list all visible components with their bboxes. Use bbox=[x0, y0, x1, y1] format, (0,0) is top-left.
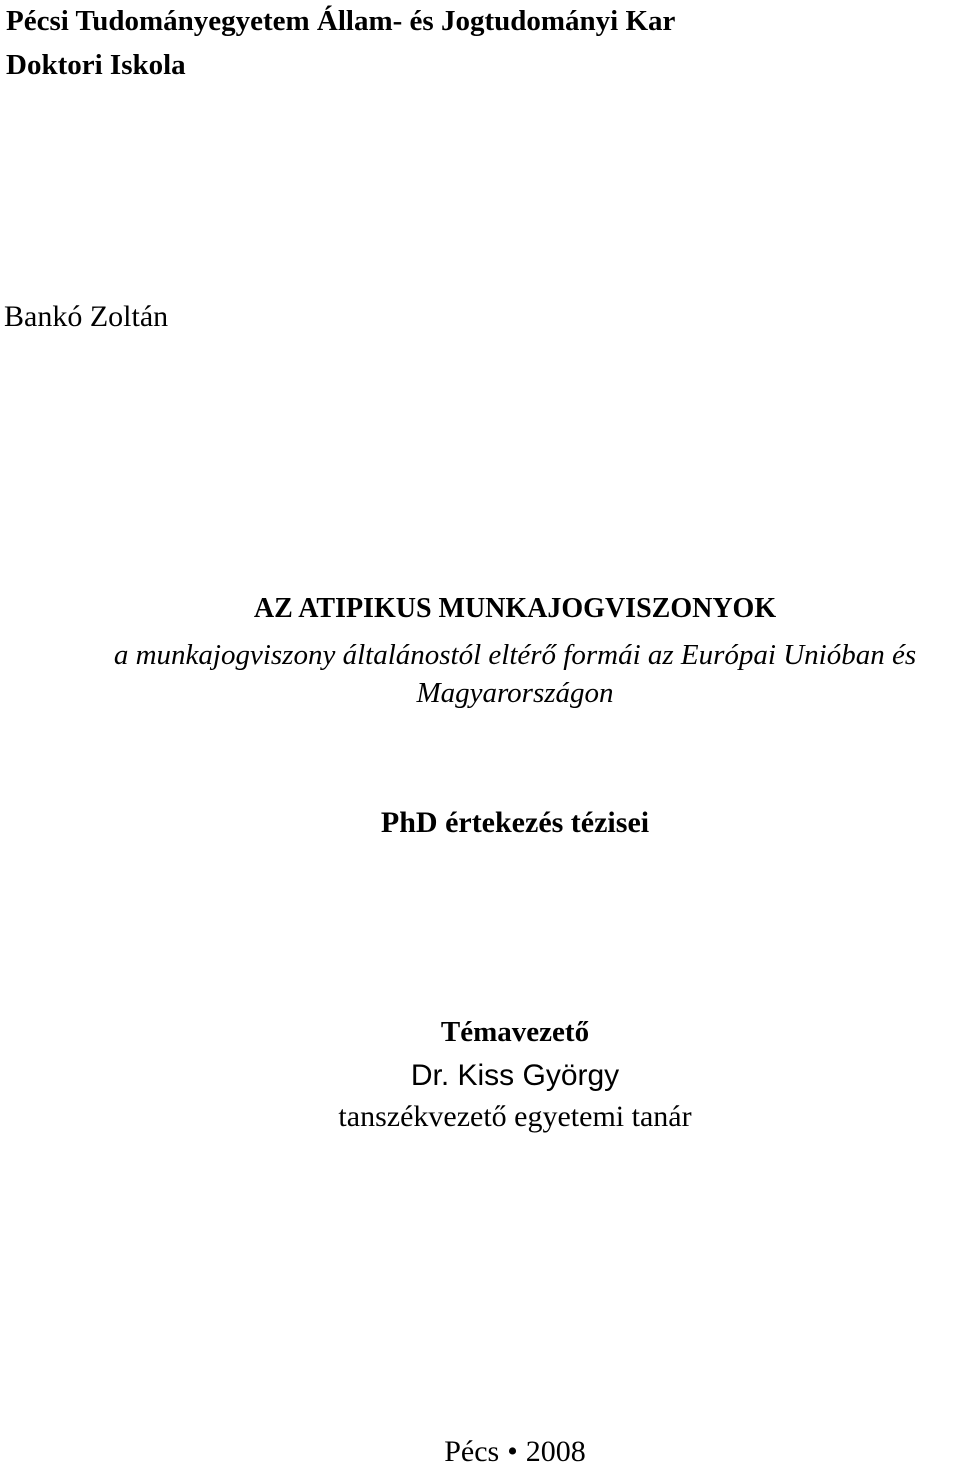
thesis-title: AZ ATIPIKUS MUNKAJOGVISZONYOK bbox=[253, 593, 777, 624]
supervisor-position: tanszékvezető egyetemi tanár bbox=[338, 1100, 692, 1133]
supervisor-name: Dr. Kiss György bbox=[410, 1059, 620, 1092]
place-and-year bbox=[0, 1433, 960, 1471]
thesis-subtitle-line-1: a munkajogviszony általánostól eltérő formái az Európai Unióban és bbox=[113, 639, 917, 671]
thesis-subtitle-line-2: Magyarországon bbox=[416, 677, 614, 709]
supervisor-label: Témavezető bbox=[440, 1016, 590, 1048]
university-name: Pécsi Tudományegyetem Állam- és Jogtudományi Kar bbox=[6, 5, 676, 37]
year: 2008 bbox=[525, 1435, 586, 1468]
doctoral-school-name: Doktori Iskola bbox=[6, 49, 186, 81]
author-name: Bankó Zoltán bbox=[4, 300, 169, 333]
bullet-separator: • bbox=[507, 1435, 518, 1468]
city: Pécs bbox=[444, 1435, 500, 1468]
thesis-type-label: PhD értekezés tézisei bbox=[380, 806, 650, 839]
